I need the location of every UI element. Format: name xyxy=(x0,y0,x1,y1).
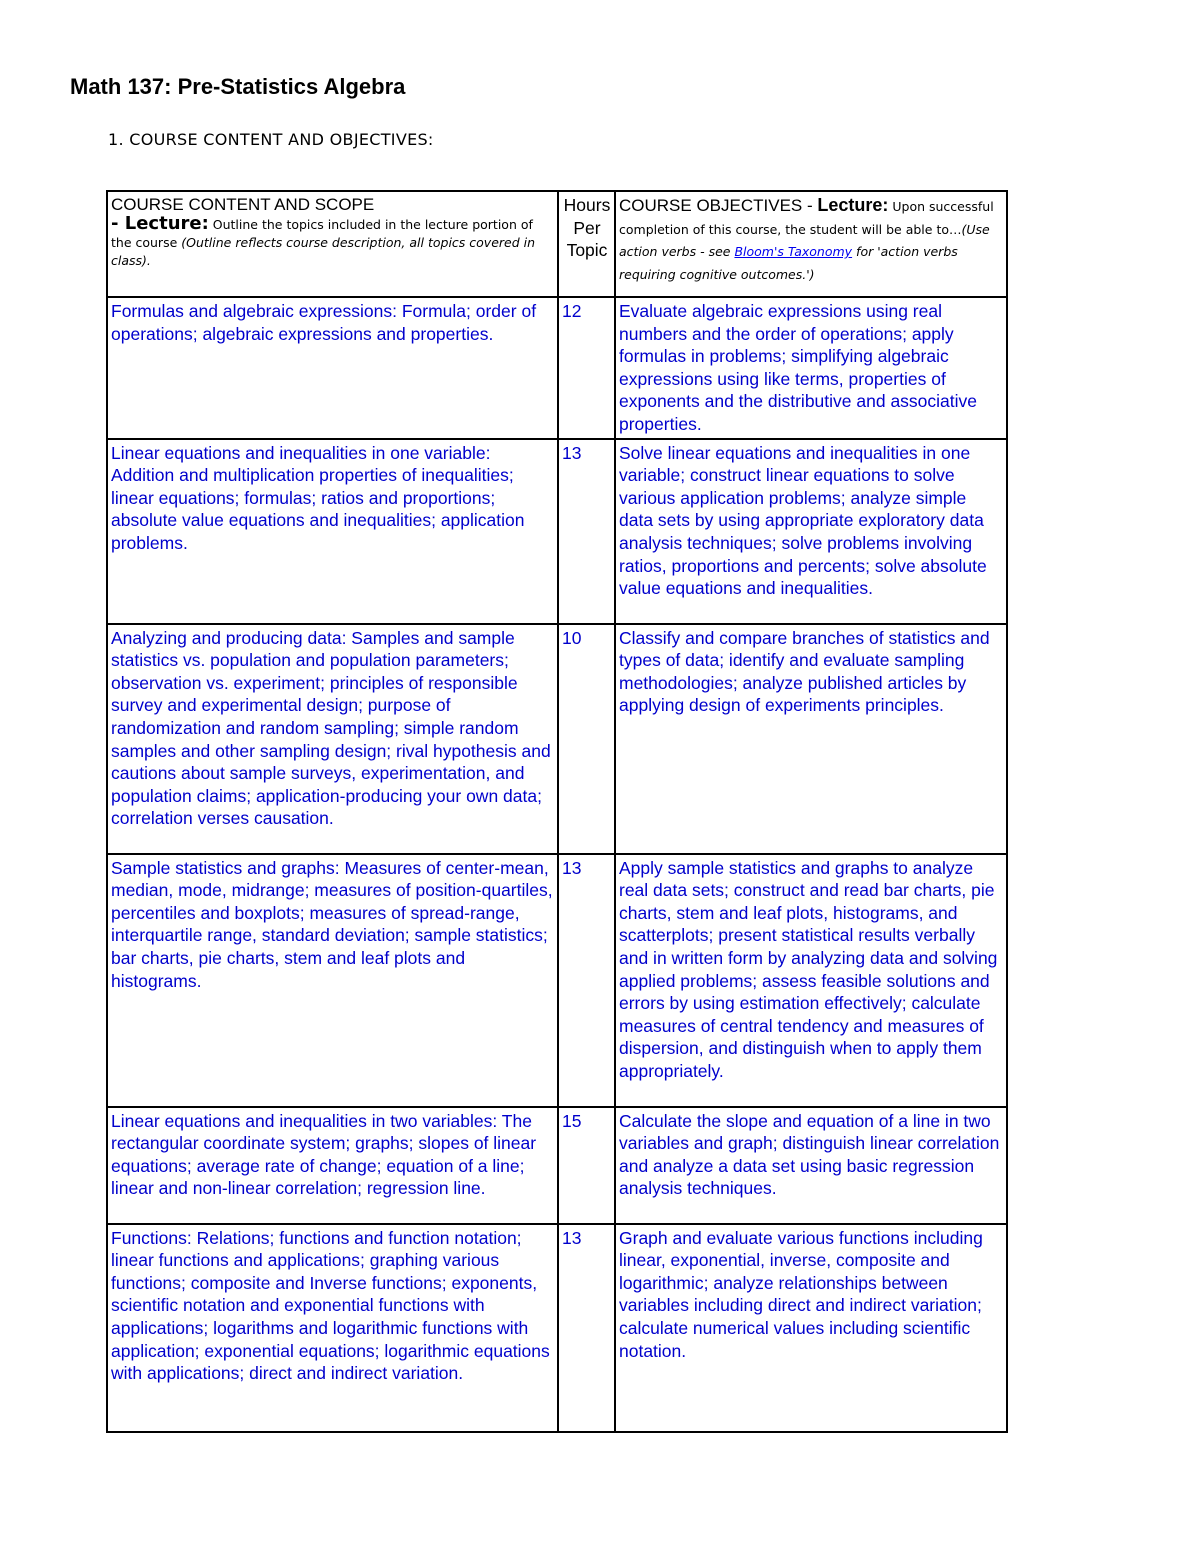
content-header-note: (Outline reflects course description, all topics covered in class). xyxy=(111,235,536,268)
table-row xyxy=(107,297,1007,439)
content-lecture-label: - Lecture: xyxy=(111,213,209,234)
objectives-header-text: Upon successful completion of this course, the student will be able to… xyxy=(619,199,994,237)
content-cell: Analyzing and producing data: Samples and sample statistics vs. population and population parameters; observation vs. experiment; principles of responsible survey and experimental design; purpose of randomization and random sampling; simple random samples and other sampling design; rival hypothesis and cautions about sample surveys, experimentation, and population claims; application-producing your own data; correlation verses causation. xyxy=(107,624,558,854)
hours-cell: 13 xyxy=(558,854,615,1107)
page-title: Math 137: Pre-Statistics Algebra xyxy=(70,74,406,99)
objectives-cell: Graph and evaluate various functions including linear, exponential, inverse, composite and logarithmic; analyze relationships between variables including direct and indirect variation; calculate numerical values including scientific notation. xyxy=(615,1224,1007,1432)
table-row xyxy=(107,854,1007,1107)
hours-cell: 12 xyxy=(558,297,615,439)
content-header-cell xyxy=(107,191,558,297)
objectives-header-cell xyxy=(615,191,1007,297)
objectives-header-note-b: for 'action verbs requiring cognitive outcomes.') xyxy=(619,244,958,282)
objectives-header-note-a: (Use action verbs - see xyxy=(619,221,990,260)
objectives-lecture-label: Lecture: xyxy=(817,195,889,215)
content-lecture-text: Outline the topics included in the lecture portion of the course xyxy=(111,217,533,250)
hours-cell: 13 xyxy=(558,1224,615,1432)
content-cell: Formulas and algebraic expressions: Formula; order of operations; algebraic expressions and properties. xyxy=(107,297,558,439)
objectives-cell: Apply sample statistics and graphs to analyze real data sets; construct and read bar charts, pie charts, stem and leaf plots, histograms, and scatterplots; present statistical results verbally and in written form by analyzing data and solving applied problems; assess feasible solutions and errors by using estimation effectively; calculate measures of central tendency and measures of dispersion, and distinguish when to apply them appropriately. xyxy=(615,854,1007,1107)
section-heading: 1. COURSE CONTENT AND OBJECTIVES: xyxy=(108,130,434,149)
table-row xyxy=(107,1224,1007,1432)
hours-cell: 15 xyxy=(558,1107,615,1224)
objectives-cell: Classify and compare branches of statistics and types of data; identify and evaluate sampling methodologies; analyze published articles by applying design of experiments principles. xyxy=(615,624,1007,854)
content-cell: Functions: Relations; functions and function notation; linear functions and applications; graphing various functions; composite and Inverse functions; exponents, scientific notation and exponential functions with applications; logarithms and logarithmic functions with application; exponential equations; logarithmic equations with applications; direct and indirect variation. xyxy=(107,1224,558,1432)
table-header-row xyxy=(107,191,1007,297)
content-cell: Sample statistics and graphs: Measures of center-mean, median, mode, midrange; measures of position-quartiles, percentiles and boxplots; measures of spread-range, interquartile range, standard deviation; sample statistics; bar charts, pie charts, stem and leaf plots and histograms. xyxy=(107,854,558,1107)
course-table xyxy=(106,190,1008,1433)
objectives-cell: Solve linear equations and inequalities in one variable; construct linear equations to solve various application problems; analyze simple data sets by using appropriate exploratory data analysis techniques; solve problems involving ratios, proportions and percents; solve absolute value equations and inequalities. xyxy=(615,439,1007,624)
hours-header-line3: Topic xyxy=(566,240,608,261)
objectives-cell: Evaluate algebraic expressions using real numbers and the order of operations; apply formulas in problems; simplifying algebraic expressions using like terms, properties of exponents and the distributive and associative properties. xyxy=(615,297,1007,439)
content-header-title: COURSE CONTENT AND SCOPE xyxy=(111,195,375,214)
content-cell: Linear equations and inequalities in one variable: Addition and multiplication properties of inequalities; linear equations; formulas; ratios and proportions; absolute value equations and inequalities; application problems. xyxy=(107,439,558,624)
hours-header-line2: Per xyxy=(573,217,601,238)
objectives-header-title: COURSE OBJECTIVES - xyxy=(619,196,818,215)
table-row xyxy=(107,624,1007,854)
blooms-taxonomy-link[interactable]: Bloom's Taxonomy xyxy=(734,244,853,260)
content-cell: Linear equations and inequalities in two variables: The rectangular coordinate system; graphs; slopes of linear equations; average rate of change; equation of a line; linear and non-linear correlation; regression line. xyxy=(107,1107,558,1224)
hours-cell: 13 xyxy=(558,439,615,624)
hours-cell: 10 xyxy=(558,624,615,854)
table-row xyxy=(107,439,1007,624)
table-row xyxy=(107,1107,1007,1224)
hours-header-line1: Hours xyxy=(563,195,611,215)
content-header-description xyxy=(111,215,555,270)
objectives-cell: Calculate the slope and equation of a line in two variables and graph; distinguish linear correlation and analyze a data set using basic regression analysis techniques. xyxy=(615,1107,1007,1224)
hours-header-cell xyxy=(558,191,615,297)
